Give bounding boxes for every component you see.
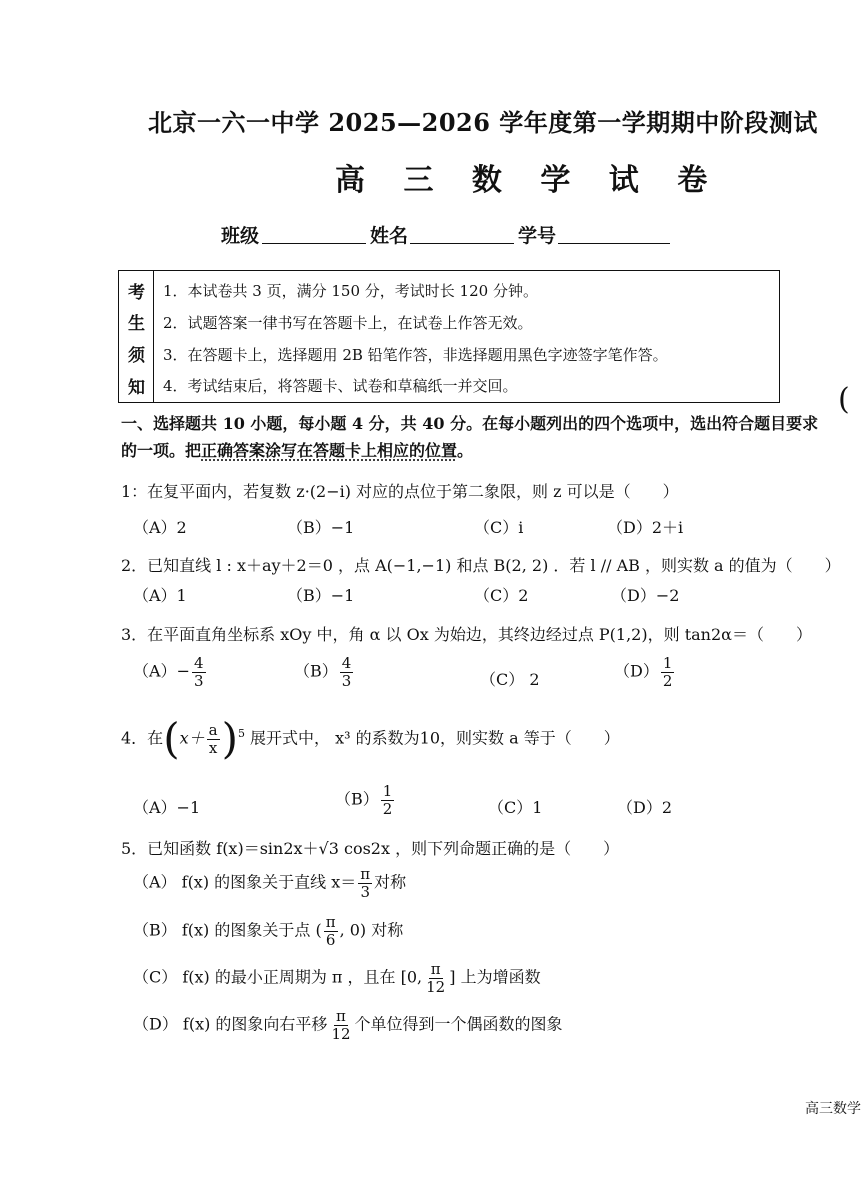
fraction: $\frac{1}{2}$ bbox=[382, 782, 393, 818]
fraction: $\frac{\pi}{6}$ bbox=[325, 913, 336, 949]
question-4-stem: 4．在(x＋ $\frac{a}{x}$ )$^5$ 展开式中， x³ 的系数为10，则实数 a 等于（ ） bbox=[121, 714, 620, 763]
school-title: 北京一六一中学 2025—2026 学年度第一学期期中阶段测试 bbox=[148, 108, 818, 137]
id-blank[interactable] bbox=[558, 243, 670, 244]
q2-option-a[interactable]: （A）1 bbox=[133, 586, 187, 605]
q1-option-d[interactable]: （D）2＋i bbox=[607, 518, 684, 537]
page-footer-label: 高三数学 bbox=[805, 1101, 861, 1117]
fraction: $\frac{\pi}{12}$ bbox=[331, 1007, 351, 1043]
class-label: 班级 bbox=[221, 225, 260, 247]
edge-mark: ( bbox=[838, 382, 850, 417]
q5-option-b[interactable]: （B） f(x) 的图象关于点 ( $\frac{\pi}{6}$ , 0) 对称 bbox=[133, 913, 404, 949]
notice-line: 1．本试卷共 3 页，满分 150 分，考试时长 120 分钟。 bbox=[163, 282, 538, 300]
q1-option-b[interactable]: （B）−1 bbox=[287, 518, 355, 537]
q1-option-c[interactable]: （C）i bbox=[474, 518, 524, 537]
question-2-stem: 2．已知直线 l : x＋ay＋2＝0 ，点 A(−1,−1) 和点 B(2, 2) ．若 l // AB ，则实数 a 的值为（ ） bbox=[121, 556, 841, 575]
fraction: $\frac{4}{3}$ bbox=[341, 654, 352, 690]
fraction: $\frac{\pi}{3}$ bbox=[360, 865, 371, 901]
q3-option-d[interactable]: （D） $\frac{1}{2}$ bbox=[614, 654, 673, 690]
q2-option-d[interactable]: （D）−2 bbox=[611, 586, 680, 605]
exam-notice-box bbox=[118, 270, 780, 403]
exam-title: 高 三 数 学 试 卷 bbox=[335, 163, 722, 198]
notice-line: 3．在答题卡上，选择题用 2B 铅笔作答，非选择题用黑色字迹签字笔作答。 bbox=[163, 346, 668, 364]
section1-intro-line2: 的一项。把正确答案涂写在答题卡上相应的位置。 bbox=[121, 441, 474, 460]
notice-side-char: 须 bbox=[128, 346, 145, 366]
fraction: $\frac{a}{x}$ bbox=[208, 721, 218, 757]
q5-option-d[interactable]: （D） f(x) 的图象向右平移 $\frac{\pi}{12}$ 个单位得到一个偶函数的图象 bbox=[133, 1007, 563, 1043]
notice-side-char: 知 bbox=[128, 378, 145, 398]
q4-option-c[interactable]: （C）1 bbox=[488, 798, 543, 817]
name-label: 姓名 bbox=[370, 225, 409, 247]
q2-option-c[interactable]: （C）2 bbox=[474, 586, 529, 605]
class-blank[interactable] bbox=[262, 243, 366, 244]
q4-option-a[interactable]: （A）−1 bbox=[133, 798, 201, 817]
q4-option-d[interactable]: （D）2 bbox=[617, 798, 673, 817]
question-5-stem: 5．已知函数 f(x)＝sin2x＋√3 cos2x ，则下列命题正确的是（ ） bbox=[121, 839, 620, 858]
fraction: $\frac{1}{2}$ bbox=[662, 654, 673, 690]
q5-option-a[interactable]: （A） f(x) 的图象关于直线 x＝ $\frac{\pi}{3}$ 对称 bbox=[133, 865, 407, 901]
question-3-stem: 3．在平面直角坐标系 xOy 中，角 α 以 Ox 为始边，其终边经过点 P(1,2)，则 tan2α＝（ ） bbox=[121, 625, 812, 644]
name-blank[interactable] bbox=[410, 243, 514, 244]
q3-option-a[interactable]: （A）− $\frac{4}{3}$ bbox=[133, 654, 204, 690]
q3-option-b[interactable]: （B） $\frac{4}{3}$ bbox=[294, 654, 352, 690]
id-label: 学号 bbox=[518, 225, 557, 247]
q5-option-c[interactable]: （C） f(x) 的最小正周期为 π ，且在 [0, $\frac{\pi}{12}$ ] 上为增函数 bbox=[133, 960, 541, 996]
q2-option-b[interactable]: （B）−1 bbox=[287, 586, 355, 605]
q4-option-b[interactable]: （B） $\frac{1}{2}$ bbox=[335, 782, 393, 818]
notice-side-char: 考 bbox=[128, 283, 145, 303]
notice-side-column bbox=[119, 271, 154, 402]
question-1-stem: 1：在复平面内，若复数 z·(2−i) 对应的点位于第二象限，则 z 可以是（ ） bbox=[121, 482, 679, 501]
notice-line: 4．考试结束后，将答题卡、试卷和草稿纸一并交回。 bbox=[163, 377, 518, 395]
section1-intro: 一、选择题共 10 小题，每小题 4 分，共 40 分。在每小题列出的四个选项中，选出符合题目要求 bbox=[121, 414, 819, 433]
q1-option-a[interactable]: （A）2 bbox=[133, 518, 187, 537]
fraction: $\frac{4}{3}$ bbox=[193, 654, 204, 690]
q3-option-c[interactable]: （C） 2 bbox=[480, 670, 540, 689]
fraction: $\frac{\pi}{12}$ bbox=[426, 960, 446, 996]
notice-line: 2．试题答案一律书写在答题卡上，在试卷上作答无效。 bbox=[163, 314, 533, 332]
notice-side-char: 生 bbox=[128, 314, 145, 334]
